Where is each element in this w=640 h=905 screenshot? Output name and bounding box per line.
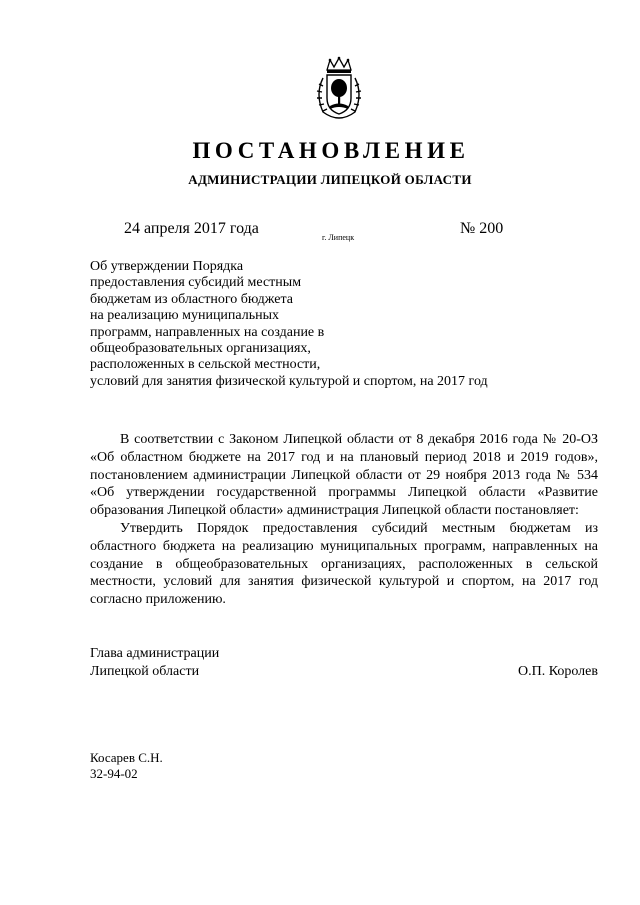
- document-subject: [90, 259, 550, 390]
- document-date: 24 апреля 2017 года: [124, 220, 259, 237]
- coat-of-arms-icon: [313, 56, 365, 120]
- subject-line: на реализацию муниципальных: [90, 308, 280, 324]
- signatory-position-line: Глава администрации: [90, 646, 220, 661]
- subject-line: предоставления субсидий местным: [90, 275, 302, 291]
- executor-contact: [90, 750, 163, 782]
- body-paragraph-resolution: Утвердить Порядок предоставления субсидий местным бюджетам из областного бюджета на реализацию муниципальных программ, направленных на создание в общеобразовательных организациях, расположенных в сельской местности, условий для занятия физической культурой и спортом, на 2017 год согласно приложению.: [90, 520, 598, 608]
- executor-phone: 32-94-02: [90, 766, 138, 781]
- issuing-authority: АДМИНИСТРАЦИИ ЛИПЕЦКОЙ ОБЛАСТИ: [188, 172, 472, 187]
- document-body: [90, 431, 598, 609]
- subject-line: бюджетам из областного бюджета: [90, 291, 293, 307]
- subject-line: расположенных в сельской местности,: [90, 357, 321, 373]
- document-title: ПОСТАНОВЛЕНИЕ: [192, 138, 470, 163]
- subject-line: программ, направленных на создание в: [90, 324, 325, 340]
- signatory-position-line: Липецкой области: [90, 664, 200, 679]
- signature-block: [90, 645, 598, 681]
- subject-line: общеобразовательных организациях,: [90, 341, 311, 357]
- executor-name: Косарев С.Н.: [90, 750, 163, 765]
- document-number: № 200: [460, 220, 504, 237]
- subject-line: условий для занятия физической культурой и спортом, на 2017 год: [90, 373, 488, 389]
- signature-row: [90, 663, 598, 681]
- body-paragraph-preamble: В соответствии с Законом Липецкой области от 8 декабря 2016 года № 20-ОЗ «Об областном бюджете на 2017 год и на плановый период 2018 и 2019 годов», постановлением администрации Липецкой области от 29 ноября 2013 года № 534 «Об утверждении государственной программы Липецкой области «Развитие образования Липецкой области» администрация Липецкой области постановляет:: [90, 432, 598, 519]
- subject-line: Об утверждении Порядка: [90, 259, 244, 274]
- signatory-name: О.П. Королев: [518, 664, 598, 679]
- document-city: г. Липецк: [322, 233, 355, 242]
